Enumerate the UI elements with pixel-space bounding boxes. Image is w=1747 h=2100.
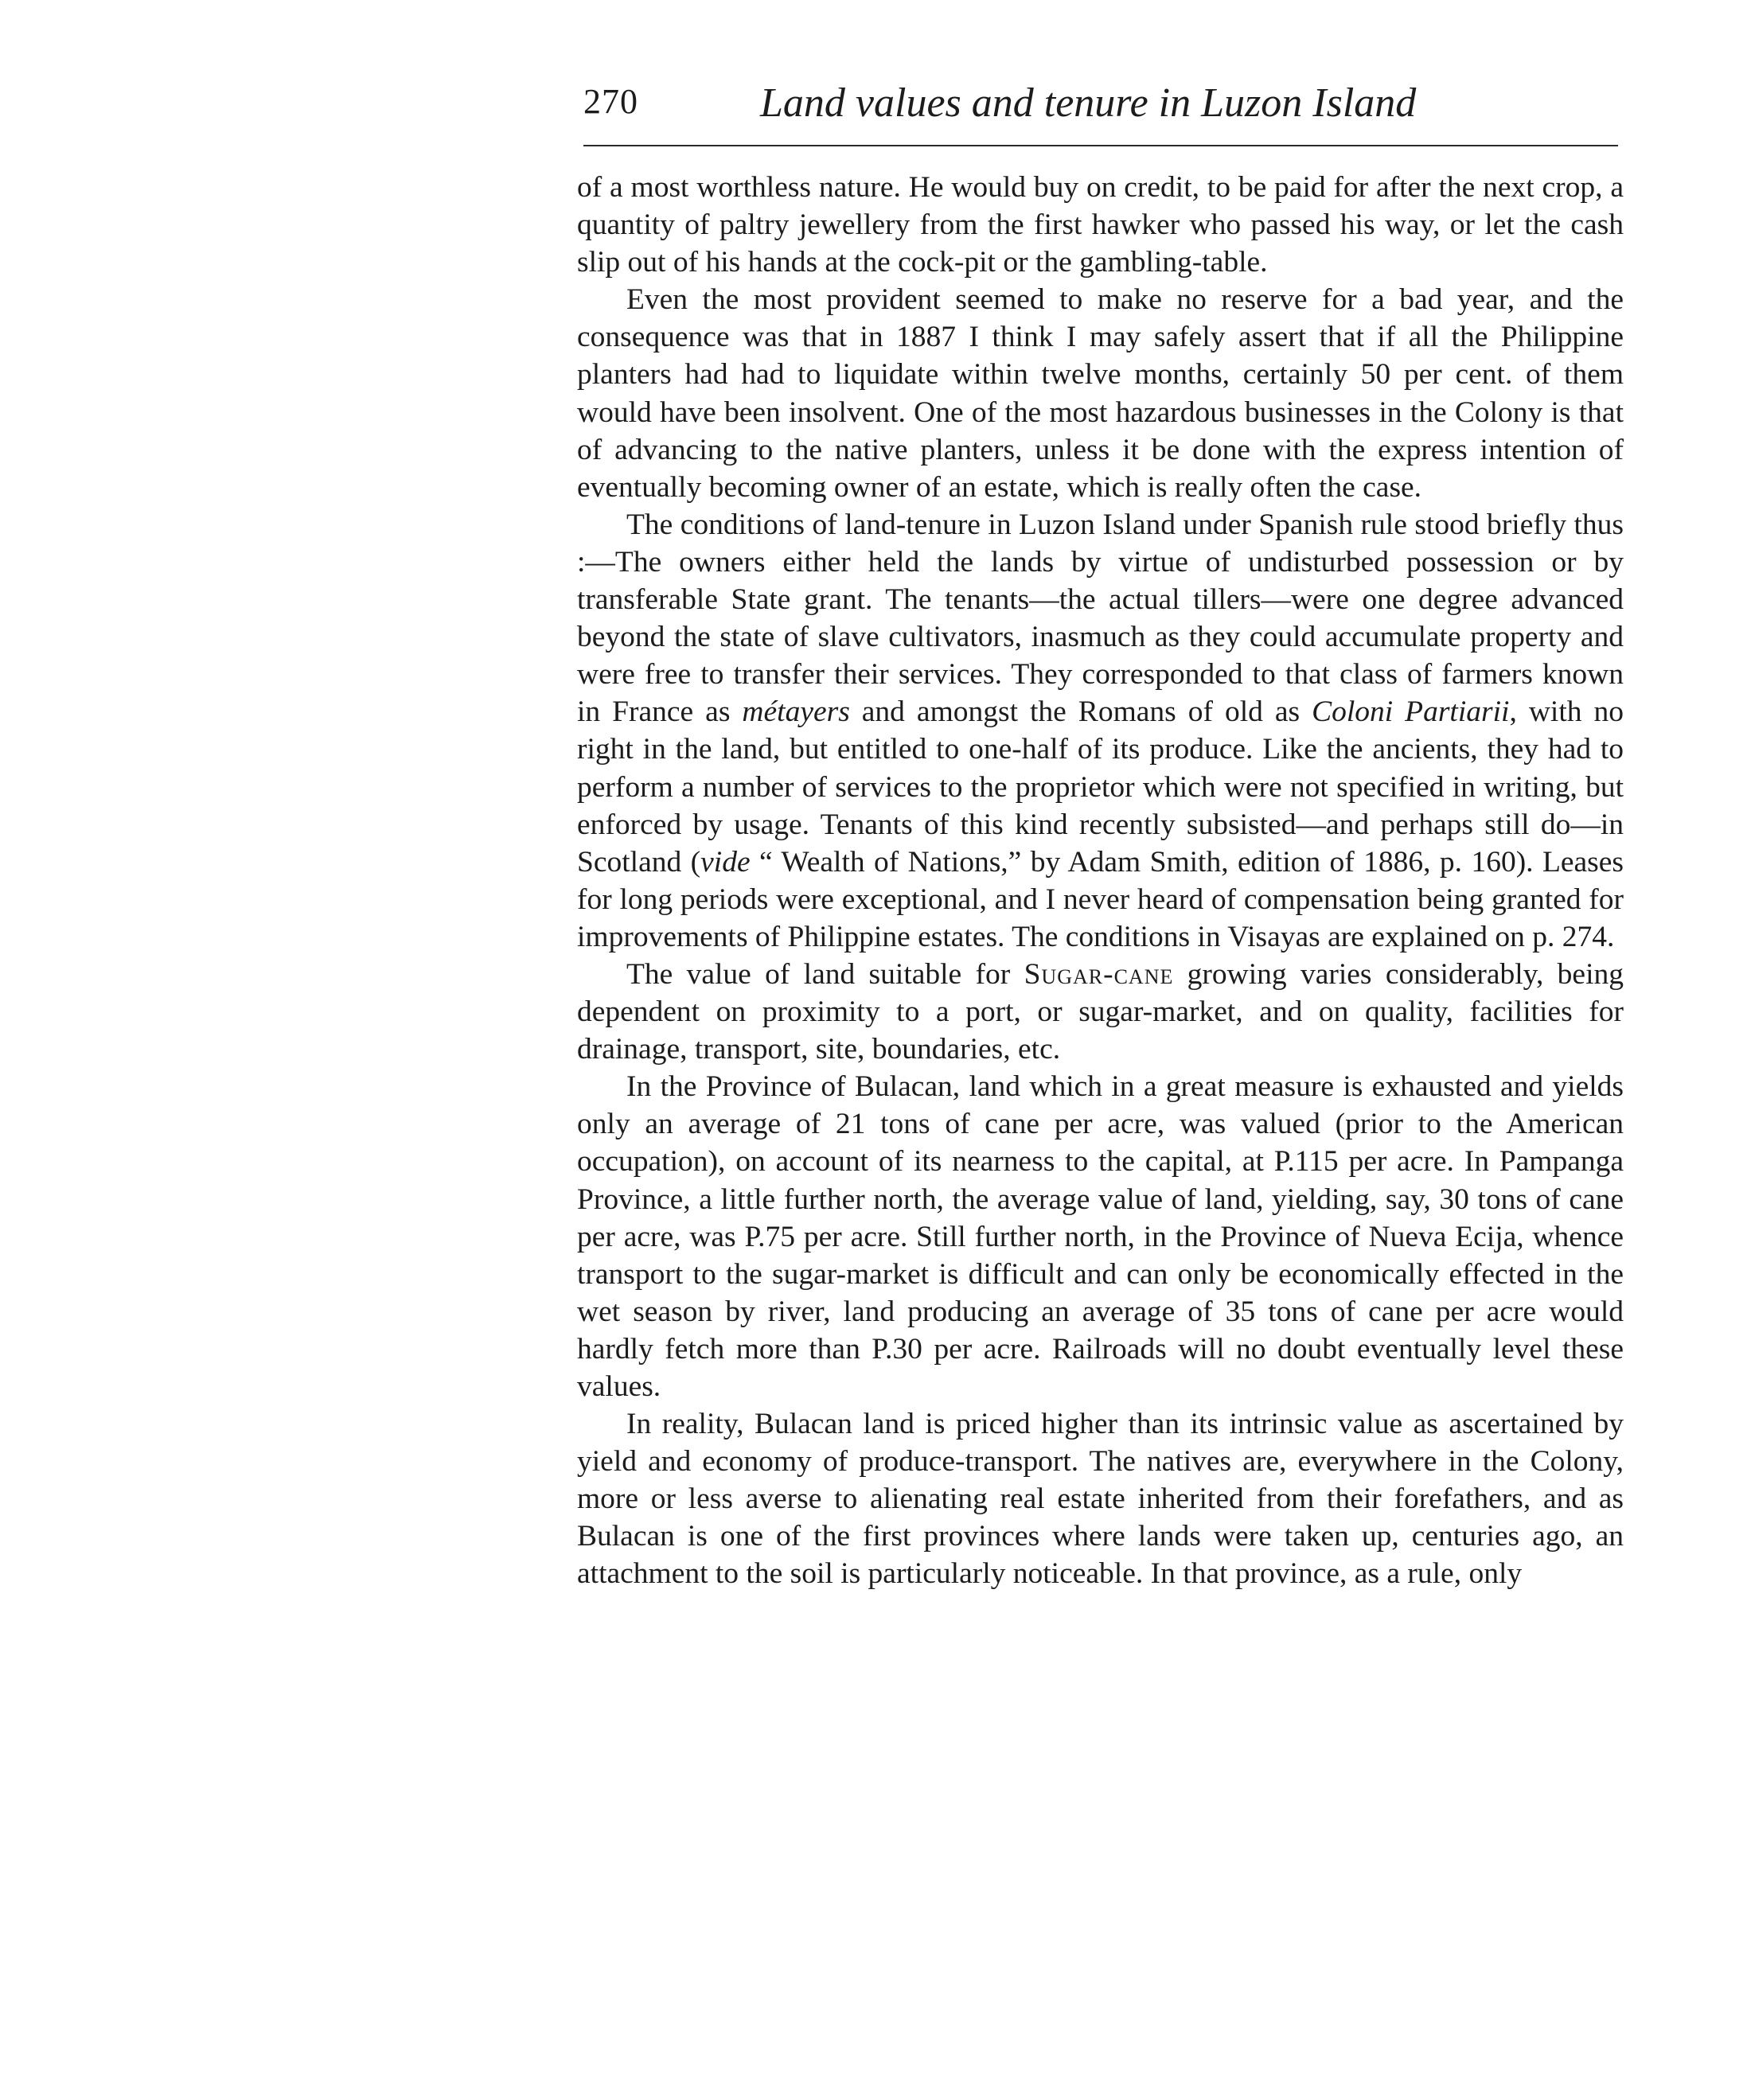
text-run: The value of land suitable for bbox=[626, 957, 1024, 991]
text-run: “ Wealth of Nations,” by Adam Smith, edition of 1886, p. 160). Leases for long periods were exceptional, and I never heard of compensation being granted for improvements of Philippine estates. The conditions in Visayas are explained on p. 274. bbox=[577, 845, 1624, 953]
body-text bbox=[577, 169, 1624, 1593]
page-number: 270 bbox=[583, 82, 638, 121]
text-run: growing varies considerably, being dependent on proximity to a port, or sugar-market, and on quality, facilities for drainage, transport, site, boundaries, etc. bbox=[577, 957, 1624, 1066]
text-run: The conditions of land-tenure in Luzon Island under Spanish rule stood briefly thus :—The owners either held the lands by virtue of undisturbed possession or by transferable State grant. The tenants—the actual tillers—were one degree advanced beyond the state of slave cultivators, inasmuch as they could accumulate property and were free to transfer their services. They corresponded to that class of farmers known in France as bbox=[577, 508, 1624, 729]
text-run: and amongst the Romans of old as bbox=[849, 695, 1312, 729]
text-run: Even the most provident seemed to make no reserve for a bad year, and the consequence was that in 1887 I think I may safely assert that if all the Philippine planters had had to liquidate within twelve months, certainly 50 per cent. of them would have been insolvent. One of the most hazardous businesses in the Colony is that of advancing to the native planters, unless it be done with the express intention of eventually becoming owner of an estate, which is really often the case. bbox=[577, 283, 1624, 504]
page-header bbox=[577, 80, 1628, 140]
paragraph bbox=[577, 956, 1624, 1068]
text-run: In reality, Bulacan land is priced higher than its intrinsic value as ascertained by yield and economy of produce-transport. The natives are, everywhere in the Colony, more or less averse to alienating real estate inherited from their forefathers, and as Bulacan is one of the first provinces where lands were taken up, centuries ago, an attachment to the soil is particularly noticeable. In that province, as a rule, only bbox=[577, 1408, 1624, 1591]
book-page bbox=[577, 80, 1628, 1591]
paragraph bbox=[577, 169, 1624, 281]
paragraph bbox=[577, 1068, 1624, 1405]
small-caps-term: Sugar-cane bbox=[1024, 957, 1174, 991]
text-run: of a most worthless nature. He would buy on credit, to be paid for after the next crop, a quantity of paltry jewellery from the first hawker who passed his way, or let the cash slip out of his hands at the cock-pit or the gambling-table. bbox=[577, 171, 1624, 279]
header-rule bbox=[583, 145, 1618, 146]
paragraph bbox=[577, 506, 1624, 956]
paragraph bbox=[577, 281, 1624, 506]
text-run: In the Province of Bulacan, land which in a great measure is exhausted and yields only an average of 21 tons of cane per acre, was valued (prior to the American occupation), on account of its nearness to the capital, at P.115 per acre. In Pampanga Province, a little further north, the average value of land, yielding, say, 30 tons of cane per acre, was P.75 per acre. Still further north, in the Province of Nueva Ecija, whence transport to the sugar-market is difficult and can only be economically effected in the wet season by river, land producing an average of 35 tons of cane per acre would hardly fetch more than P.30 per acre. Railroads will no doubt eventually level these values. bbox=[577, 1070, 1624, 1403]
italic-term: métayers bbox=[742, 695, 850, 729]
text-run: , with no right in the land, but entitled to one-half of its produce. Like the ancients, they had to perform a number of services to the proprietor which were not specified in writing, but enforced by usage. Tenants of this kind recently subsisted—and perhaps still do—in Scotland ( bbox=[577, 695, 1624, 879]
italic-term: Coloni Partiarii bbox=[1312, 695, 1510, 729]
running-title: Land values and tenure in Luzon Island bbox=[760, 80, 1417, 126]
paragraph bbox=[577, 1405, 1624, 1592]
italic-term: vide bbox=[700, 845, 751, 879]
